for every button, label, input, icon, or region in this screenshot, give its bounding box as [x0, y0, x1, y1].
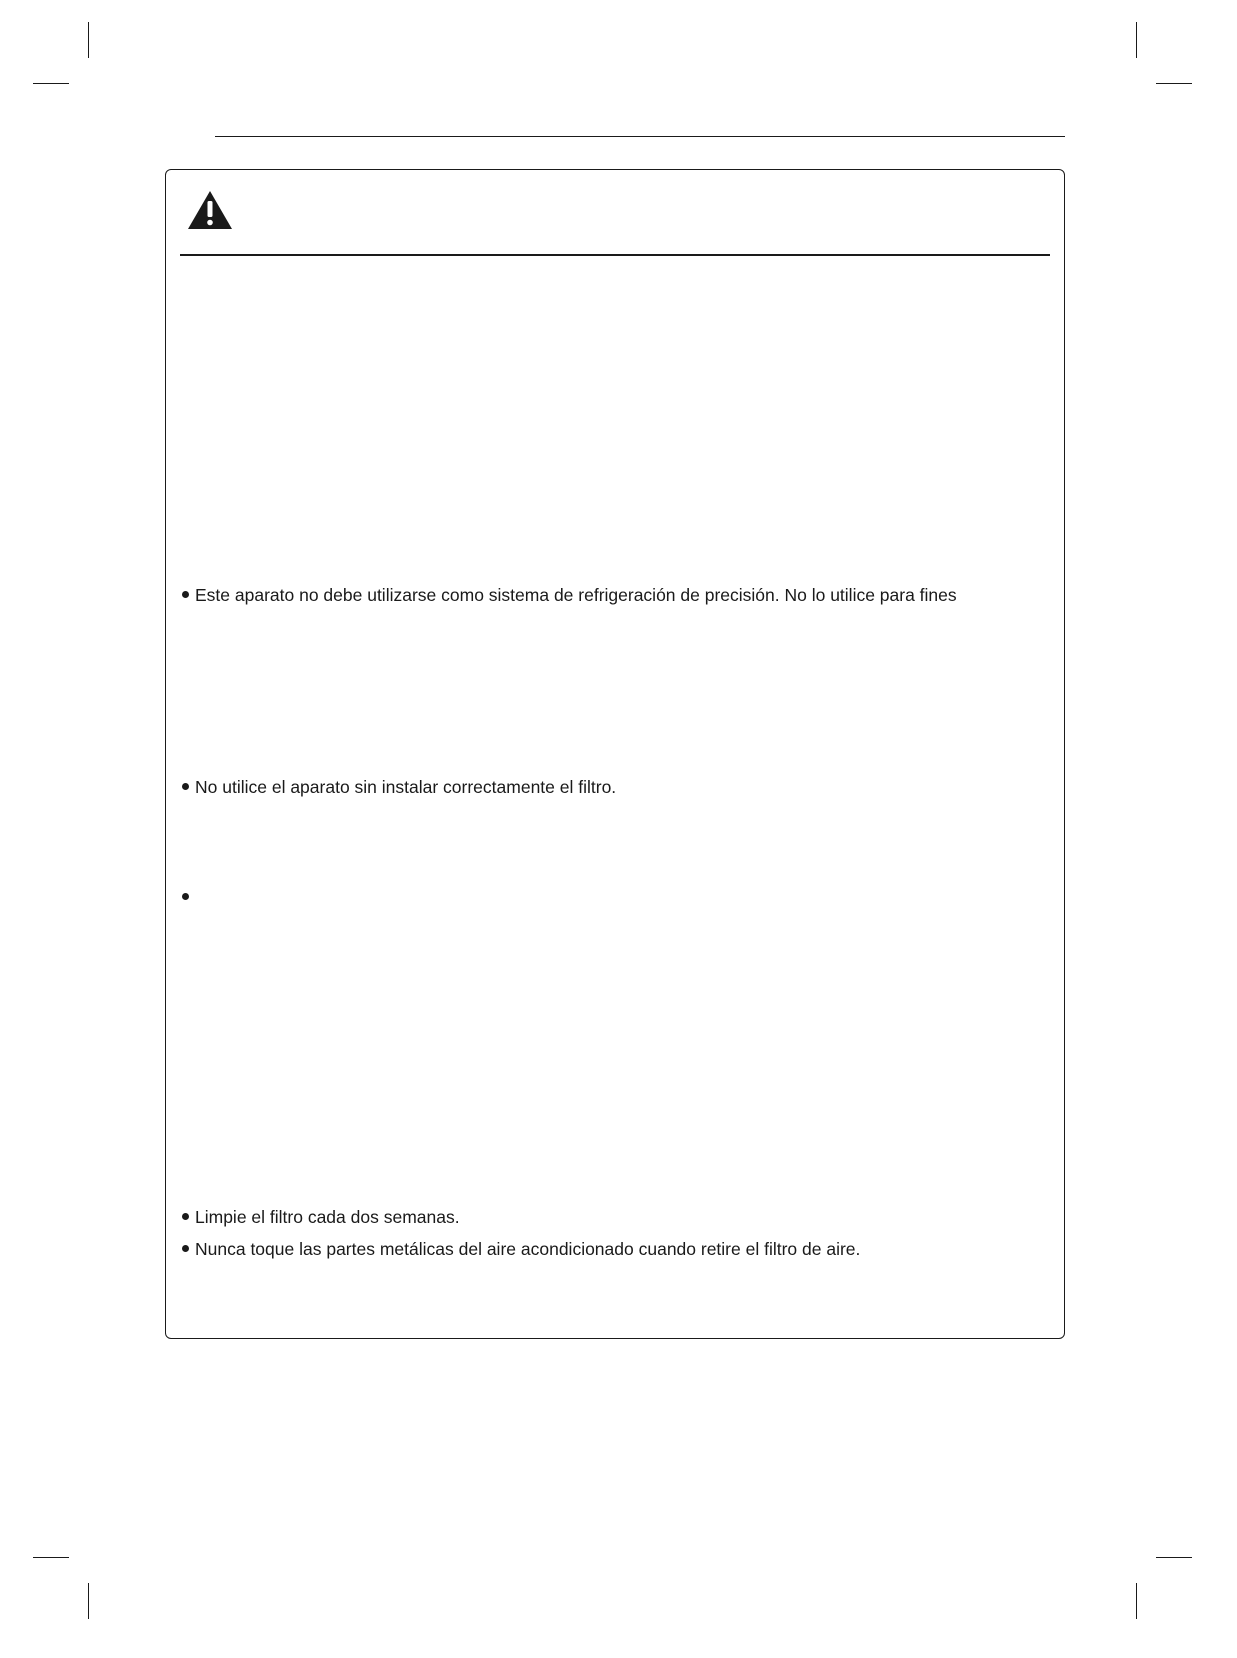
warning-box: [165, 169, 1065, 1339]
bullet-text: Limpie el filtro cada dos semanas.: [195, 1207, 460, 1227]
bullet-item: [182, 584, 1044, 606]
bullet-dot: [182, 1245, 189, 1252]
warning-rule: [180, 254, 1050, 256]
warning-triangle-icon: [187, 190, 233, 230]
crop-mark: [1136, 1583, 1137, 1619]
crop-mark: [33, 83, 69, 84]
bullet-text: Nunca toque las partes metálicas del aire acondicionado cuando retire el filtro de aire.: [195, 1239, 861, 1259]
crop-mark: [1156, 1557, 1192, 1558]
crop-mark: [1156, 83, 1192, 84]
bullet-item: [182, 776, 1044, 798]
bullet-dot: [182, 591, 189, 598]
bullet-item: [182, 886, 1044, 908]
crop-mark: [88, 1583, 89, 1619]
bullet-item: [182, 1238, 1044, 1260]
header-rule: [215, 136, 1065, 137]
bullet-text: Este aparato no debe utilizarse como sistema de refrigeración de precisión. No lo utilice para fines: [195, 585, 957, 605]
bullet-dot: [182, 1213, 189, 1220]
crop-mark: [88, 22, 89, 58]
bullet-dot: [182, 893, 189, 900]
crop-mark: [33, 1557, 69, 1558]
bullet-dot: [182, 783, 189, 790]
bullet-text: No utilice el aparato sin instalar correctamente el filtro.: [195, 777, 617, 797]
crop-mark: [1136, 22, 1137, 58]
bullet-item: [182, 1206, 1044, 1228]
warning-header: [180, 190, 1050, 246]
